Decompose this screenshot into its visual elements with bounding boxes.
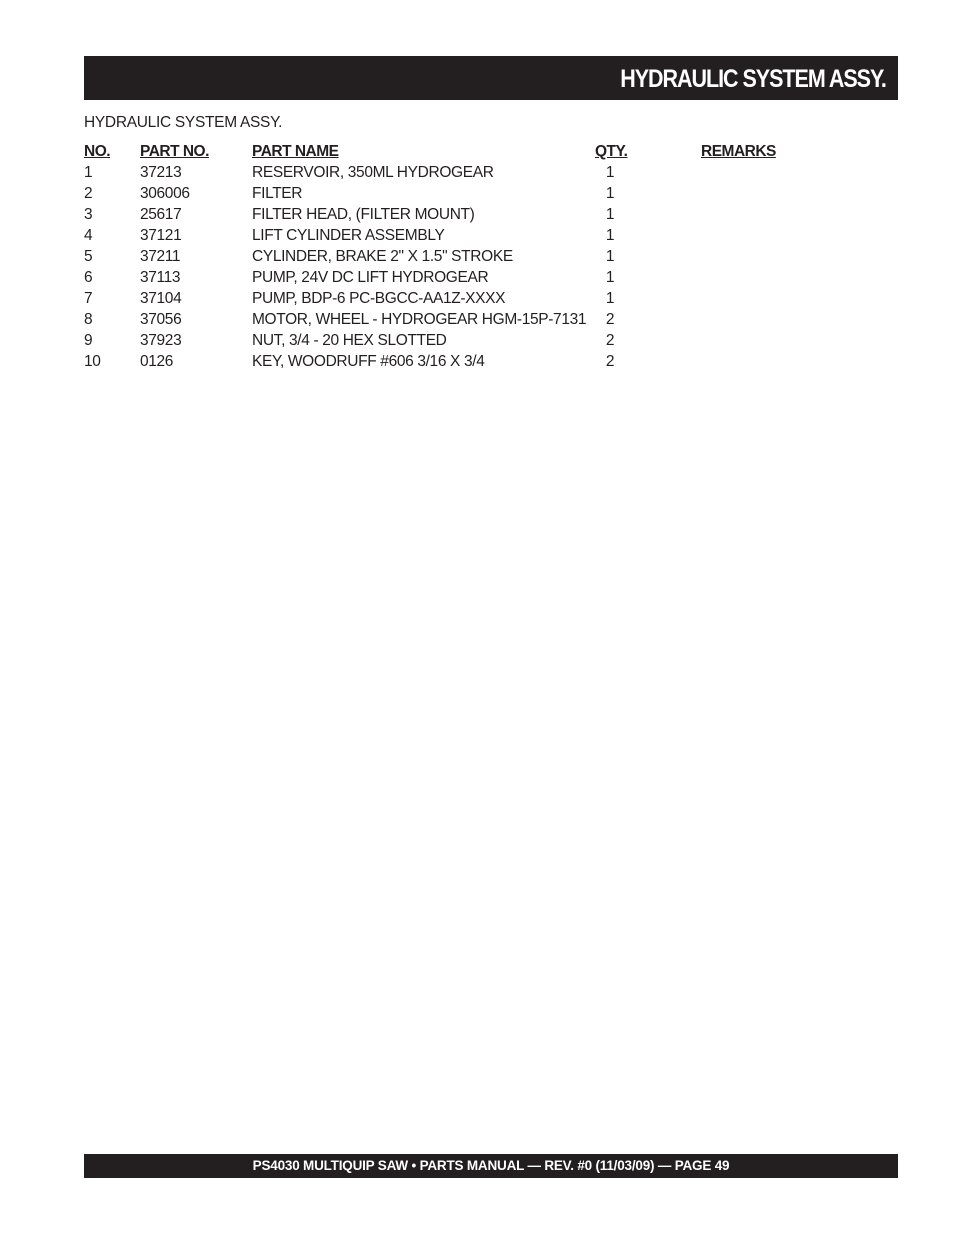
table-row	[84, 246, 844, 267]
table-row	[84, 267, 844, 288]
page-header-bar	[84, 56, 898, 100]
section-title: HYDRAULIC SYSTEM ASSY.	[84, 114, 283, 131]
table-row	[84, 183, 844, 204]
cell-part-name: CYLINDER, BRAKE 2" X 1.5" STROKE	[252, 248, 513, 265]
cell-qty: 1	[605, 164, 615, 181]
table-row	[84, 288, 844, 309]
table-body	[84, 162, 844, 372]
page-footer-bar	[84, 1154, 898, 1178]
table-header-row	[84, 141, 844, 162]
cell-no: 6	[84, 269, 93, 286]
column-header-part-no: PART NO.	[140, 143, 209, 160]
cell-part-name: MOTOR, WHEEL - HYDROGEAR HGM-15P-7131	[252, 311, 587, 328]
table-row	[84, 309, 844, 330]
cell-part-no: 37121	[140, 227, 182, 244]
footer-text: PS4030 MULTIQUIP SAW • PARTS MANUAL — REV. #0 (11/03/09) — PAGE 49	[252, 1158, 730, 1173]
cell-no: 5	[84, 248, 93, 265]
cell-part-name: NUT, 3/4 - 20 HEX SLOTTED	[252, 332, 447, 349]
cell-no: 8	[84, 311, 93, 328]
cell-part-no: 37213	[140, 164, 182, 181]
cell-qty: 1	[605, 290, 615, 307]
column-header-no: NO.	[84, 143, 111, 160]
cell-part-no: 37211	[140, 248, 181, 265]
cell-qty: 1	[605, 185, 615, 202]
cell-part-no: 37056	[140, 311, 182, 328]
column-header-part-name: PART NAME	[252, 143, 339, 160]
cell-part-name: FILTER	[252, 185, 303, 202]
cell-part-name: PUMP, 24V DC LIFT HYDROGEAR	[252, 269, 489, 286]
cell-part-no: 0126	[140, 353, 174, 370]
cell-part-name: FILTER HEAD, (FILTER MOUNT)	[252, 206, 475, 223]
table-row	[84, 204, 844, 225]
cell-no: 9	[84, 332, 93, 349]
cell-part-no: 25617	[140, 206, 182, 223]
cell-no: 10	[84, 353, 101, 370]
cell-part-name: RESERVOIR, 350ML HYDROGEAR	[252, 164, 494, 181]
cell-part-no: 37113	[140, 269, 181, 286]
cell-no: 3	[84, 206, 93, 223]
table-row	[84, 162, 844, 183]
cell-qty: 2	[605, 353, 615, 370]
cell-no: 2	[84, 185, 93, 202]
column-header-qty: QTY.	[595, 143, 628, 160]
cell-part-no: 306006	[140, 185, 190, 202]
cell-qty: 1	[605, 227, 615, 244]
parts-table	[84, 141, 844, 372]
cell-part-name: PUMP, BDP-6 PC-BGCC-AA1Z-XXXX	[252, 290, 506, 307]
column-header-remarks: REMARKS	[701, 143, 776, 160]
cell-qty: 2	[605, 332, 615, 349]
cell-no: 1	[84, 164, 93, 181]
cell-qty: 1	[605, 269, 615, 286]
table-row	[84, 351, 844, 372]
cell-no: 4	[84, 227, 93, 244]
cell-part-no: 37923	[140, 332, 182, 349]
cell-no: 7	[84, 290, 93, 307]
cell-qty: 1	[605, 206, 615, 223]
cell-part-name: KEY, WOODRUFF #606 3/16 X 3/4	[252, 353, 485, 370]
cell-part-no: 37104	[140, 290, 182, 307]
cell-part-name: LIFT CYLINDER ASSEMBLY	[252, 227, 445, 244]
cell-qty: 1	[605, 248, 615, 265]
page-title: HYDRAULIC SYSTEM ASSY.	[620, 65, 886, 93]
table-row	[84, 225, 844, 246]
table-row	[84, 330, 844, 351]
cell-qty: 2	[605, 311, 615, 328]
